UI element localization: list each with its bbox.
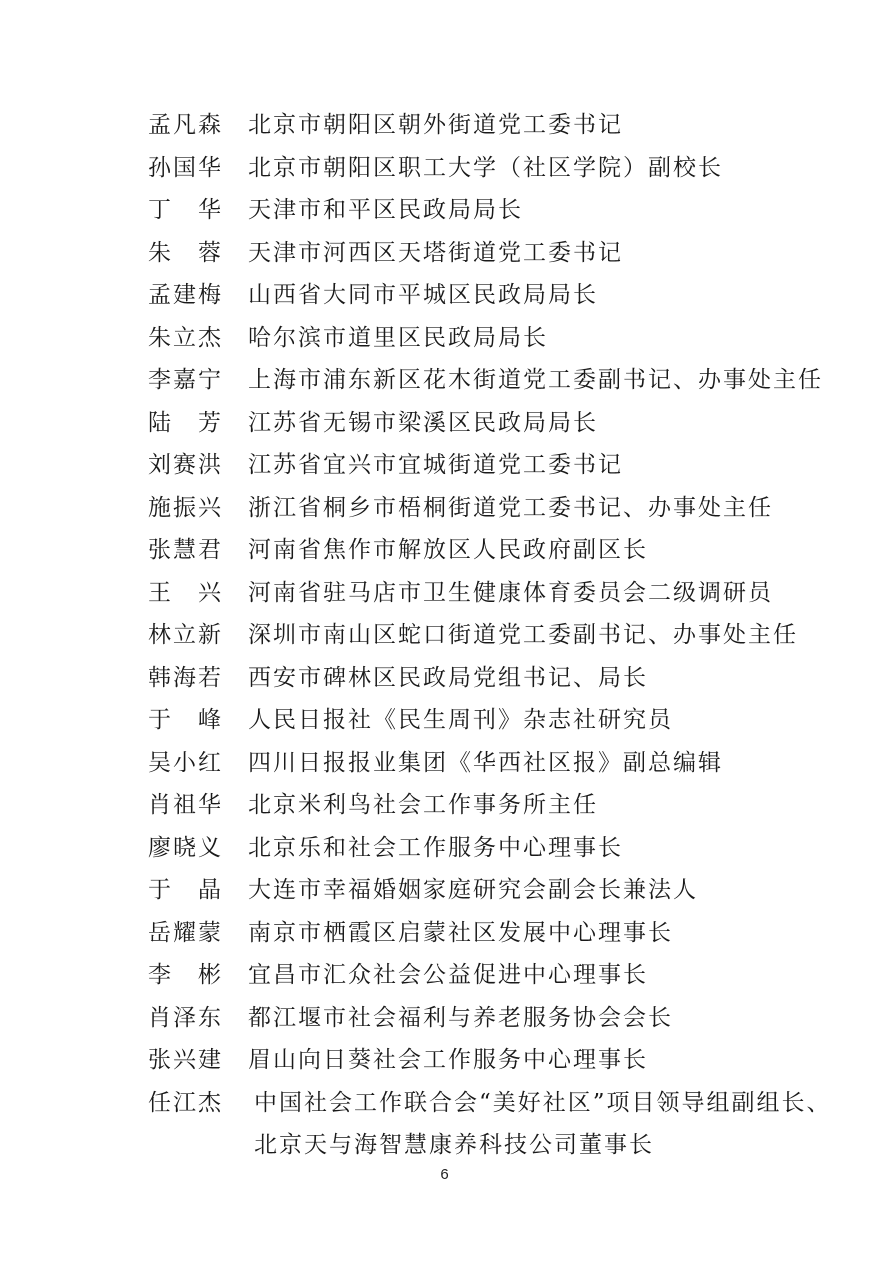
list-item bbox=[148, 869, 838, 912]
member-name: 任江杰 bbox=[148, 1089, 223, 1116]
member-name: 吴小红 bbox=[148, 749, 223, 776]
member-title: 天津市河西区天塔街道党工委书记 bbox=[248, 239, 623, 266]
list-item bbox=[148, 189, 838, 232]
member-title: 北京乐和社会工作服务中心理事长 bbox=[248, 834, 623, 861]
member-title: 西安市碑林区民政局党组书记、局长 bbox=[248, 664, 648, 691]
list-item bbox=[148, 402, 838, 445]
member-name: 孟建梅 bbox=[148, 282, 223, 308]
member-name: 廖晓义 bbox=[148, 834, 223, 861]
member-title: 河南省驻马店市卫生健康体育委员会二级调研员 bbox=[248, 579, 773, 606]
list-item bbox=[148, 742, 838, 785]
list-item bbox=[148, 1039, 838, 1082]
member-name: 于 晶 bbox=[148, 877, 223, 903]
member-name: 朱立杰 bbox=[148, 324, 223, 351]
member-title: 上海市浦东新区花木街道党工委副书记、办事处主任 bbox=[248, 367, 823, 393]
member-name: 孙国华 bbox=[148, 154, 223, 181]
member-list bbox=[148, 104, 838, 1167]
member-name: 李嘉宁 bbox=[148, 367, 223, 393]
list-item bbox=[148, 444, 838, 487]
list-item bbox=[148, 699, 838, 742]
member-name: 李 彬 bbox=[148, 962, 223, 988]
member-name: 王 兴 bbox=[148, 579, 223, 606]
member-title: 天津市和平区民政局局长 bbox=[248, 197, 523, 223]
list-item bbox=[148, 827, 838, 870]
member-name: 刘赛洪 bbox=[148, 452, 223, 478]
list-item bbox=[148, 572, 838, 615]
member-name: 岳耀蒙 bbox=[148, 919, 223, 946]
list-item bbox=[148, 657, 838, 700]
member-name: 于 峰 bbox=[148, 707, 223, 733]
member-name: 肖泽东 bbox=[148, 1004, 223, 1031]
member-title: 人民日报社《民生周刊》杂志社研究员 bbox=[248, 707, 673, 733]
list-item bbox=[148, 359, 838, 402]
member-title: 中国社会工作联合会“美好社区”项目领导组副组长、北京天与海智慧康养科技公司董事长 bbox=[254, 1089, 832, 1158]
list-item bbox=[148, 997, 838, 1040]
member-name: 朱 蓉 bbox=[148, 239, 223, 266]
member-title: 北京市朝阳区朝外街道党工委书记 bbox=[248, 112, 623, 138]
member-name: 张兴建 bbox=[148, 1047, 223, 1073]
member-name: 施振兴 bbox=[148, 494, 223, 521]
member-name: 张慧君 bbox=[148, 537, 223, 563]
member-name: 丁 华 bbox=[148, 197, 223, 223]
list-item bbox=[148, 104, 838, 147]
member-title: 浙江省桐乡市梧桐街道党工委书记、办事处主任 bbox=[248, 494, 773, 521]
list-item bbox=[148, 1082, 838, 1167]
member-name: 陆 芳 bbox=[148, 409, 223, 436]
member-title: 眉山向日葵社会工作服务中心理事长 bbox=[248, 1047, 648, 1073]
list-item bbox=[148, 784, 838, 827]
member-title: 宜昌市汇众社会公益促进中心理事长 bbox=[248, 962, 648, 988]
member-title: 江苏省宜兴市宜城街道党工委书记 bbox=[248, 452, 623, 478]
member-title: 江苏省无锡市梁溪区民政局局长 bbox=[248, 409, 598, 436]
list-item bbox=[148, 954, 838, 997]
member-name: 肖祖华 bbox=[148, 792, 223, 818]
member-title: 北京市朝阳区职工大学（社区学院）副校长 bbox=[248, 154, 723, 181]
member-title: 深圳市南山区蛇口街道党工委副书记、办事处主任 bbox=[248, 622, 798, 648]
member-title: 河南省焦作市解放区人民政府副区长 bbox=[248, 537, 648, 563]
member-title: 南京市栖霞区启蒙社区发展中心理事长 bbox=[248, 919, 673, 946]
list-item bbox=[148, 614, 838, 657]
member-title: 都江堰市社会福利与养老服务协会会长 bbox=[248, 1004, 673, 1031]
member-name: 韩海若 bbox=[148, 664, 223, 691]
member-name: 孟凡森 bbox=[148, 112, 223, 138]
member-title: 山西省大同市平城区民政局局长 bbox=[248, 282, 598, 308]
member-title: 哈尔滨市道里区民政局局长 bbox=[248, 324, 548, 351]
list-item bbox=[148, 487, 838, 530]
list-item bbox=[148, 317, 838, 360]
member-name: 林立新 bbox=[148, 622, 223, 648]
list-item bbox=[148, 232, 838, 275]
list-item bbox=[148, 912, 838, 955]
member-title: 北京米利鸟社会工作事务所主任 bbox=[248, 792, 598, 818]
member-title: 四川日报报业集团《华西社区报》副总编辑 bbox=[248, 749, 723, 776]
member-title: 大连市幸福婚姻家庭研究会副会长兼法人 bbox=[248, 877, 698, 903]
page-number: 6 bbox=[440, 1166, 449, 1183]
list-item bbox=[148, 274, 838, 317]
list-item bbox=[148, 147, 838, 190]
list-item bbox=[148, 529, 838, 572]
